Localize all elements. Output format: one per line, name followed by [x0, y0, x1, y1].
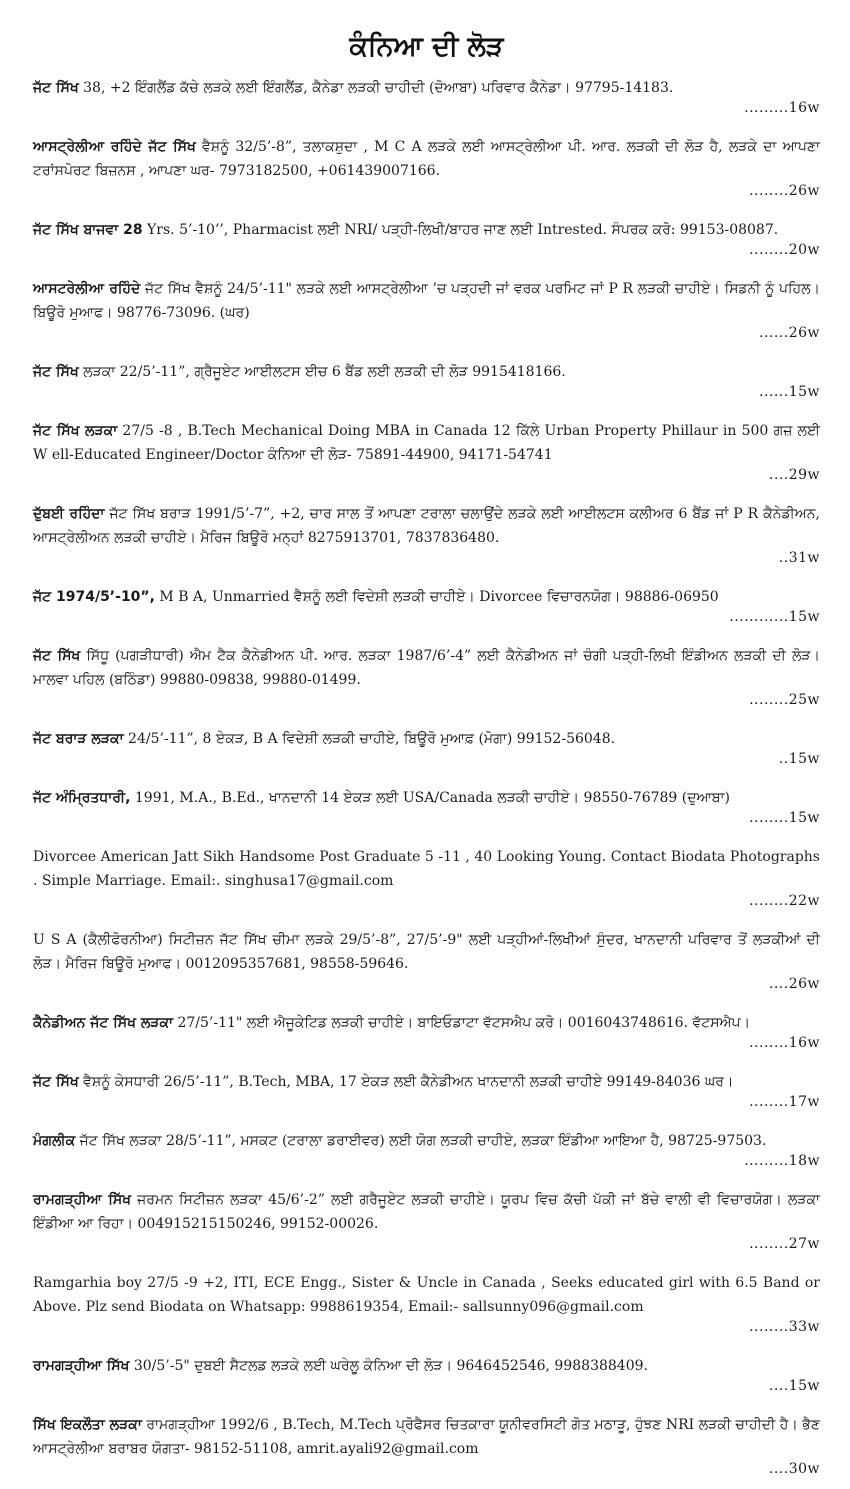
ad-text — [33, 1354, 820, 1378]
ad-code: ....15w — [768, 1378, 820, 1394]
ad-body: ਰਾਮਗੜ੍ਹੀਆ 1992/6 , B.Tech, M.Tech ਪ੍ਰੋਫੈਸਰ ਚਿਤਕਾਰਾ ਯੂਨੀਵਰਸਿਟੀ ਗੋਤ ਮਠਾੜੂ, ਹੁੰਝਣ NRI ਲੜਕੀ ਚਾਹੀਦੀ ਹੈ। ਭੈਣ ਆਸਟ੍ਰੇਲੀਆ ਬਰਾਬਰ ਯੋਗਤਾ- 98152-51108, amrit.ayali92@gmail.com — [33, 1417, 820, 1457]
ad-code: ....29w — [768, 467, 820, 483]
ad-lead: ਆਸਟਰੇਲੀਆ ਰਹਿੰਦੇ — [33, 281, 141, 297]
classified-ad — [33, 786, 820, 828]
ad-code: ....30w — [768, 1461, 820, 1477]
ad-lead: ਜੱਟ ਸਿੱਖ — [33, 648, 81, 664]
classified-ad — [33, 218, 820, 260]
ad-lead: ਰਾਮਗੜ੍ਹੀਆ ਸਿੱਖ — [33, 1358, 130, 1374]
ad-code: ......26w — [759, 325, 820, 341]
ad-text — [33, 1413, 820, 1461]
ad-body: 30/5’-5" ਦੁਬਈ ਸੈਟਲਡ ਲੜਕੇ ਲਈ ਘਰੇਲੂ ਕੰਨਿਆ ਦੀ ਲੋੜ। 9646452546, 9988388409. — [129, 1358, 648, 1374]
page-title: ਕੰਨਿਆ ਦੀ ਲੋੜ — [349, 31, 504, 62]
ad-body: ਜਰਮਨ ਸਿਟੀਜ਼ਨ ਲੜਕਾ 45/6’-2” ਲਈ ਗਰੈਜੂਏਟ ਲੜਕੀ ਚਾਹੀਏ। ਯੂਰਪ ਵਿਚ ਕੱਚੀ ਪੱਕੀ ਜਾਂ ਬੱਚੇ ਵਾਲੀ ਵੀ ਵਿਚਾਰਯੋਗ। ਲੜਕਾ ਇੰਡੀਆ ਆ ਰਿਹਾ। 004915215150246, 99152-00026. — [33, 1192, 821, 1232]
classified-ad — [33, 76, 820, 118]
ad-text — [33, 135, 820, 183]
ad-lead: ਜੱਟ ਸਿੱਖ ਲੜਕਾ — [33, 423, 118, 439]
ad-text — [33, 419, 820, 467]
classified-ad — [33, 727, 820, 769]
ad-code: ........33w — [749, 1319, 820, 1335]
ad-code: ........17w — [749, 1094, 820, 1110]
ad-code: ........26w — [749, 183, 820, 199]
classified-ad — [33, 585, 820, 627]
ad-lead: ਜੱਟ ਸਿੱਖ ਬਾਜਵਾ 28 — [33, 222, 143, 238]
classified-ad — [33, 419, 820, 485]
ad-lead: ਰਾਮਗੜ੍ਹੀਆ ਸਿੱਖ — [33, 1192, 132, 1208]
ad-body: M B A, Unmarried ਵੈਸ਼ਨੂੰ ਲਈ ਵਿਦੇਸ਼ੀ ਲੜਕੀ ਚਾਹੀਏ। Divorcee ਵਿਚਾਰਨਯੋਗ। 98886-06950 — [154, 589, 719, 605]
ad-code: ........15w — [749, 810, 820, 826]
classified-ad — [33, 360, 820, 402]
classified-ad — [33, 502, 820, 568]
ad-code: ........25w — [749, 692, 820, 708]
classified-ad — [33, 1011, 820, 1053]
ad-code: .........18w — [744, 1153, 820, 1169]
classified-ad — [33, 845, 820, 911]
ad-text — [33, 1271, 820, 1319]
classified-ad — [33, 928, 820, 994]
ad-body: ਲੜਕਾ 22/5’-11”, ਗ੍ਰੈਜੂਏਟ ਆਈਲਟਸ ਈਚ 6 ਬੈਂਡ ਲਈ ਲੜਕੀ ਦੀ ਲੋੜ 9915418166. — [78, 364, 566, 380]
ad-lead: ਜੱਟ 1974/5’-10”, — [33, 589, 155, 605]
ads-list — [33, 76, 820, 1479]
ad-text — [33, 218, 820, 242]
ad-code: ......15w — [759, 384, 820, 400]
ad-text — [33, 1070, 820, 1094]
classified-ad — [33, 1188, 820, 1254]
ad-body: 24/5’-11”, 8 ਏਕੜ, B A ਵਿਦੇਸ਼ੀ ਲੜਕੀ ਚਾਹੀਏ, ਬਿਊਰੋ ਮੁਆਫ਼ (ਮੋਗਾ) 99152-56048. — [123, 731, 616, 747]
classified-ad — [33, 1354, 820, 1396]
ad-code: ............15w — [729, 609, 820, 625]
ad-lead: ਜੱਟ ਅੰਮ੍ਰਿਤਧਾਰੀ, — [33, 790, 131, 806]
ad-text — [33, 1188, 820, 1236]
ad-code: ........20w — [749, 242, 820, 258]
ad-body: Yrs. 5’-10’’, Pharmacist ਲਈ NRI/ ਪੜ੍ਹੀ-ਲਿਖੀ/ਬਾਹਰ ਜਾਣ ਲਈ Intrested. ਸੰਪਰਕ ਕਰੋ: 99153-08087. — [142, 222, 779, 238]
classified-ad — [33, 1413, 820, 1479]
ad-lead: ਕੈਨੇਡੀਅਨ ਜੱਟ ਸਿੱਖ ਲੜਕਾ — [33, 1015, 174, 1031]
ad-lead: ਸਿੱਖ ਇਕਲੌਤਾ ਲੜਕਾ — [33, 1417, 142, 1433]
ad-code: ....26w — [768, 976, 820, 992]
classified-ad — [33, 644, 820, 710]
ad-text — [33, 502, 820, 550]
ad-lead: ਆਸਟ੍ਰੇਲੀਆ ਰਹਿੰਦੇ ਜੱਟ ਸਿੱਖ — [33, 139, 196, 155]
ad-body: ਜੱਟ ਸਿੱਖ ਲੜਕਾ 28/5’-11”, ਮਸਕਟ (ਟਰਾਲਾ ਡਰਾਈਵਰ) ਲਈ ਯੋਗ ਲੜਕੀ ਚਾਹੀਏ, ਲੜਕਾ ਇੰਡੀਆ ਆਇਆ ਹੈ, 98725-97503. — [75, 1133, 767, 1149]
ad-lead: ਮੰਗਲੀਕ — [33, 1133, 76, 1149]
ad-text — [33, 1129, 820, 1153]
ad-code: ........27w — [749, 1236, 820, 1252]
ad-body: ਜੱਟ ਸਿੱਖ ਬਰਾੜ 1991/5’-7”, +2, ਚਾਰ ਸਾਲ ਤੋਂ ਆਪਣਾ ਟਰਾਲਾ ਚਲਾਉਂਦੇ ਲੜਕੇ ਲਈ ਆਈਲਟਸ ਕਲੀਅਰ 6 ਬੈਂਡ ਜਾਂ P R ਕੈਨੇਡੀਅਨ, ਆਸਟ੍ਰੇਲੀਅਨ ਲੜਕੀ ਚਾਹੀਏ। ਮੈਰਿਜ ਬਿਊਰੋ ਮਨ੍ਹਾਂ 8275913701, 7837836480. — [33, 506, 821, 546]
ad-body: 38, +2 ਇੰਗਲੈਂਡ ਕੱਚੇ ਲੜਕੇ ਲਈ ਇੰਗਲੈਂਡ, ਕੈਨੇਡਾ ਲੜਕੀ ਚਾਹੀਦੀ (ਦੋਆਬਾ) ਪਰਿਵਾਰ ਕੈਨੇਡਾ। 97795-14183. — [78, 80, 674, 96]
ad-body: ਵੈਸ਼ਨੂੰ ਕੇਸਧਾਰੀ 26/5’-11”, B.Tech, MBA, 17 ਏਕੜ ਲਈ ਕੈਨੇਡੀਅਨ ਖਾਨਦਾਨੀ ਲੜਕੀ ਚਾਹੀਏ 99149-84036 ਘਰ। — [78, 1074, 734, 1090]
ad-body: ਜੱਟ ਸਿੱਖ ਵੈਸ਼ਨੂੰ 24/5’-11" ਲੜਕੇ ਲਈ ਆਸਟ੍ਰੇਲੀਆ ’ਚ ਪੜ੍ਹਦੀ ਜਾਂ ਵਰਕ ਪਰਮਿਟ ਜਾਂ P R ਲੜਕੀ ਚਾਹੀਏ। ਸਿਡਨੀ ਨੂੰ ਪਹਿਲ। ਬਿਊਰੋ ਮੁਆਫ। 98776-73096. (ਘਰ) — [33, 281, 820, 321]
ad-body: ਸਿੱਧੂ (ਪਗੜੀਧਾਰੀ) ਐਮ ਟੈਕ ਕੈਨੇਡੀਅਨ ਪੀ. ਆਰ. ਲੜਕਾ 1987/6’-4” ਲਈ ਕੈਨੇਡੀਅਨ ਜਾਂ ਚੰਗੀ ਪੜ੍ਹੀ-ਲਿਖੀ ਇੰਡੀਅਨ ਲੜਕੀ ਦੀ ਲੋੜ। ਮਾਲਵਾ ਪਹਿਲ (ਬਠਿੰਡਾ) 99880-09838, 99880-01499. — [33, 648, 820, 688]
classified-ad — [33, 1271, 820, 1337]
ad-lead: ਜੱਟ ਸਿੱਖ — [33, 1074, 79, 1090]
ad-body: 1991, M.A., B.Ed., ਖਾਨਦਾਨੀ 14 ਏਕੜ ਲਈ USA/Canada ਲੜਕੀ ਚਾਹੀਏ। 98550-76789 (ਦੁਆਬਾ) — [130, 790, 730, 806]
ad-body: U S A (ਕੈਲੀਫੋਰਨੀਆ) ਸਿਟੀਜ਼ਨ ਜੱਟ ਸਿੱਖ ਚੀਮਾ ਲੜਕੇ 29/5’-8”, 27/5’-9" ਲਈ ਪੜ੍ਹੀਆਂ-ਲਿਖੀਆਂ ਸੁੰਦਰ, ਖਾਨਦਾਨੀ ਪਰਿਵਾਰ ਤੋਂ ਲੜਕੀਆਂ ਦੀ ਲੋੜ। ਮੈਰਿਜ ਬਿਊਰੋ ਮੁਆਫ। 0012095357681, 98558-59646. — [33, 932, 820, 972]
ad-body: 27/5 -8 , B.Tech Mechanical Doing MBA in Canada 12 ਕਿੱਲੇ Urban Property Phillaur in 500 ਗਜ਼ ਲਈ W ell-Educated Engineer/Doctor ਕੰਨਿਆ ਦੀ ਲੋੜ- 75891-44900, 94171-54741 — [33, 423, 820, 463]
ad-code: ........22w — [749, 893, 820, 909]
ad-body: ਵੈਸ਼ਨੂੰ 32/5’-8”, ਤਲਾਕਸ਼ੁਦਾ , M C A ਲੜਕੇ ਲਈ ਆਸਟ੍ਰੇਲੀਆ ਪੀ. ਆਰ. ਲੜਕੀ ਦੀ ਲੋੜ ਹੈ, ਲੜਕੇ ਦਾ ਆਪਣਾ ਟਰਾਂਸਪੋਰਟ ਬਿਜ਼ਨਸ , ਆਪਣਾ ਘਰ- 7973182500, +061439007166. — [33, 139, 820, 179]
ad-text — [33, 845, 820, 893]
ad-text — [33, 585, 820, 609]
ad-text — [33, 76, 820, 100]
ad-text — [33, 644, 820, 692]
ad-body: Divorcee American Jatt Sikh Handsome Post Graduate 5 -11 , 40 Looking Young. Contact Biodata Photographs . Simple Marriage. Email:. singhusa17@gmail.com — [33, 849, 820, 889]
ad-code: .........16w — [744, 100, 820, 116]
ad-lead: ਜੱਟ ਬਰਾੜ ਲੜਕਾ — [33, 731, 124, 747]
ad-code: ..31w — [778, 550, 820, 566]
ad-text — [33, 360, 820, 384]
ad-body: 27/5’-11" ਲਈ ਐਜੂਕੇਟਿਡ ਲੜਕੀ ਚਾਹੀਏ। ਬਾਇਓਡਾਟਾ ਵੱਟਸਐਪ ਕਰੋ। 0016043748616. ਵੱਟਸਐਪ। — [173, 1015, 751, 1031]
ad-lead: ਜੱਟ ਸਿੱਖ — [33, 80, 79, 96]
ad-text — [33, 786, 820, 810]
ad-text — [33, 727, 820, 751]
ad-text — [33, 928, 820, 976]
classified-ad — [33, 277, 820, 343]
classified-ad — [33, 135, 820, 201]
ad-code: ..15w — [778, 751, 820, 767]
ad-code: ........16w — [749, 1035, 820, 1051]
classified-ad — [33, 1070, 820, 1112]
ad-lead: ਜੱਟ ਸਿੱਖ — [33, 364, 79, 380]
classified-ad — [33, 1129, 820, 1171]
ad-lead: ਦੁੱਬਈ ਰਹਿੰਦਾ — [33, 506, 105, 522]
ad-text — [33, 277, 820, 325]
ad-text — [33, 1011, 820, 1035]
ad-body: Ramgarhia boy 27/5 -9 +2, ITI, ECE Engg., Sister & Uncle in Canada , Seeks educated girl with 6.5 Band or Above. Plz send Biodata on Whatsapp: 9988619354, Email:- sallsunny096@gmail.com — [33, 1275, 820, 1315]
